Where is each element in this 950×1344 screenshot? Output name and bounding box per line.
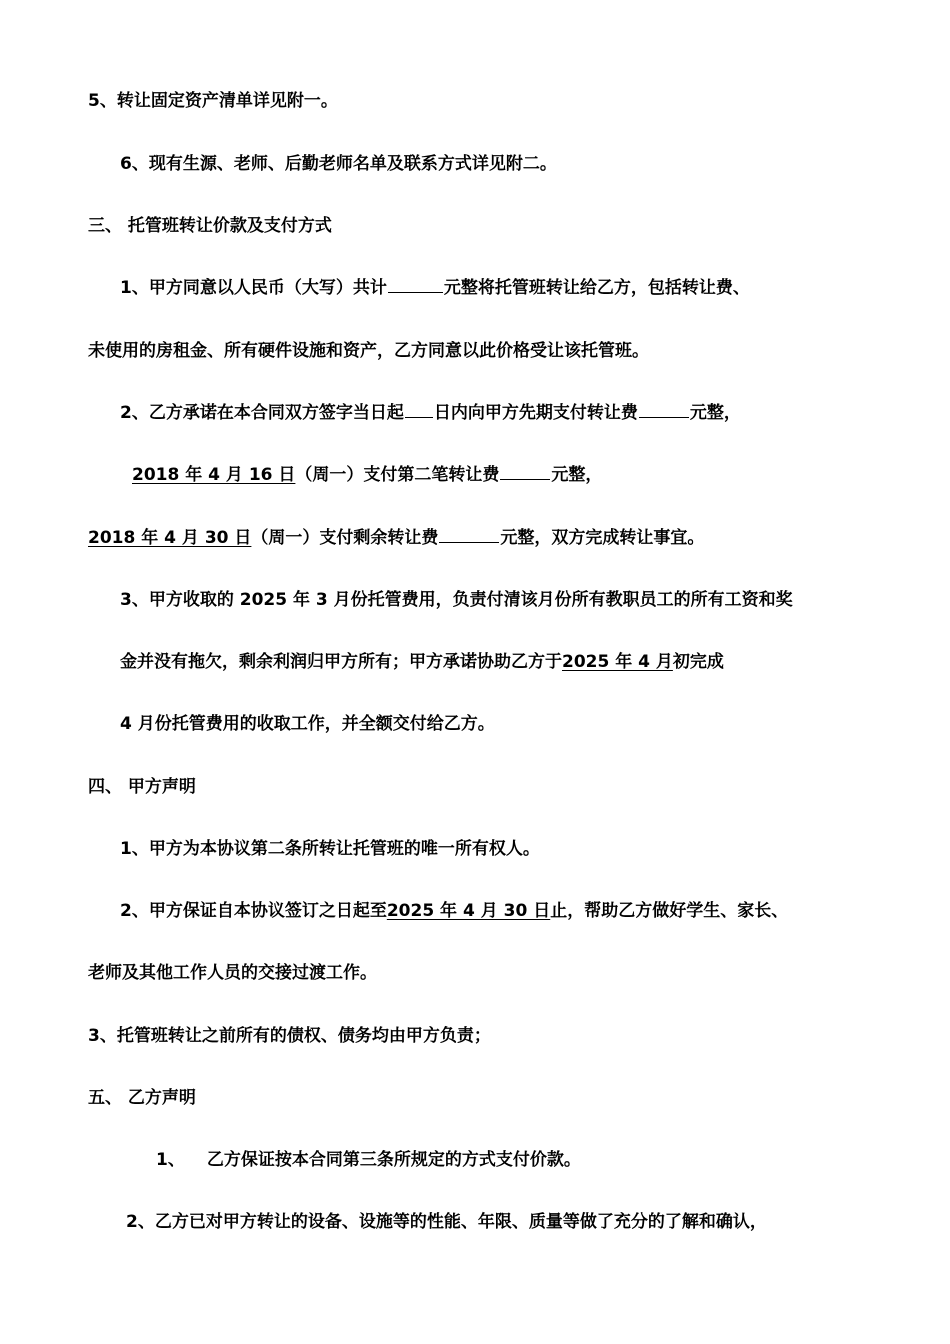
text: 日内向甲方先期支付转让费 (433, 403, 638, 423)
text: 2、乙方承诺在本合同双方签字当日起 (120, 403, 404, 423)
paragraph-price-cont: 未使用的房租金、所有硬件设施和资产，乙方同意以此价格受让该托管班。 (88, 341, 649, 361)
paragraph-debts: 3、托管班转让之前所有的债权、债务均由甲方负责； (88, 1026, 491, 1046)
blank-field (639, 401, 689, 418)
paragraph-fees-end: 4 月份托管费用的收取工作，并全额交付给乙方。 (120, 714, 495, 734)
paragraph-equipment: 2、乙方已对甲方转让的设备、设施等的性能、年限、质量等做了充分的了解和确认， (126, 1212, 767, 1232)
blank-field (439, 526, 499, 543)
list-number: 1、 (156, 1150, 185, 1170)
text: 止，帮助乙方做好学生、家长、 (550, 901, 789, 921)
paragraph-fees: 3、甲方收取的 2025 年 3 月份托管费用，负责付清该月份所有教职员工的所有工资和奖 (120, 590, 793, 610)
paragraph-second-payment (132, 463, 602, 487)
text: 乙方保证按本合同第三条所规定的方式支付价款。 (206, 1150, 581, 1170)
paragraph-owner: 1、甲方为本协议第二条所转让托管班的唯一所有权人。 (120, 839, 540, 859)
section-heading-4: 四、 甲方声明 (88, 777, 196, 797)
text: 2、甲方保证自本协议签订之日起至 (120, 901, 387, 921)
text: （周一）支付剩余转让费 (251, 528, 439, 548)
text: 1、甲方同意以人民币（大写）共计 (120, 278, 387, 298)
paragraph-fees-cont (120, 650, 724, 674)
blank-field (500, 463, 550, 480)
paragraph-final-payment (88, 526, 704, 550)
text: 金并没有拖欠，剩余利润归甲方所有；甲方承诺协助乙方于 (120, 652, 562, 672)
paragraph-handover (120, 899, 788, 923)
blank-field (405, 401, 433, 418)
section-heading-5: 五、 乙方声明 (88, 1088, 196, 1108)
text: 元整， (689, 403, 741, 423)
paragraph-handover-cont: 老师及其他工作人员的交接过渡工作。 (88, 963, 377, 983)
text: 元整， (551, 465, 603, 485)
text: 初完成 (672, 652, 724, 672)
date: 2025 年 4 月 30 日 (386, 901, 551, 921)
paragraph-staff-list: 6、现有生源、老师、后勤老师名单及联系方式详见附二。 (120, 154, 557, 174)
paragraph-payment-guarantee (156, 1148, 581, 1172)
blank-field (388, 276, 443, 293)
date: 2018 年 4 月 16 日 (132, 465, 296, 485)
text: （周一）支付第二笔转让费 (295, 465, 500, 485)
date: 2018 年 4 月 30 日 (88, 528, 252, 548)
paragraph-first-payment (120, 401, 741, 425)
paragraph-fixed-assets: 5、转让固定资产清单详见附一。 (88, 91, 338, 111)
text: 元整将托管班转让给乙方，包括转让费、 (443, 278, 750, 298)
section-heading-3: 三、 托管班转让价款及支付方式 (88, 216, 332, 236)
paragraph-price (120, 276, 750, 300)
date: 2025 年 4 月 (562, 652, 673, 672)
text: 元整，双方完成转让事宜。 (500, 528, 705, 548)
